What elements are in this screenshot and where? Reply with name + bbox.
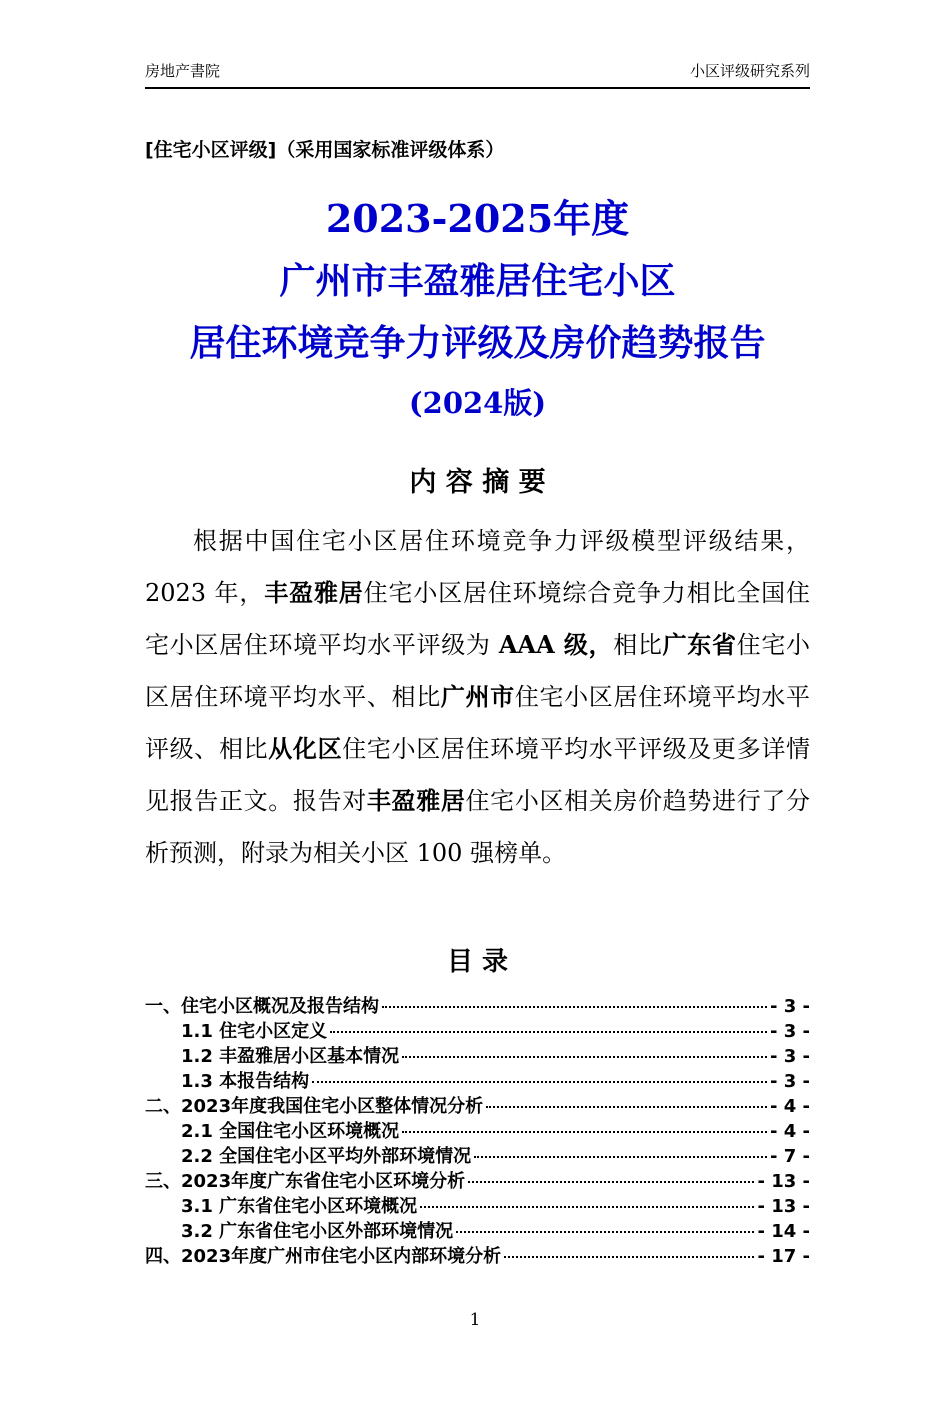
toc-dot-leader [456,1231,754,1233]
summary-segment-bold: 广州市 [440,682,515,711]
summary-segment-bold: AAA 级， [498,630,614,659]
toc-page-number: - 13 - [757,1171,810,1192]
summary-segment-bold: 从化区 [268,734,343,763]
page-number: 1 [469,1310,481,1330]
toc-row [145,1219,810,1244]
toc-row [145,1244,810,1269]
toc-label: 1.1 住宅小区定义 [181,1021,328,1042]
toc-dot-leader [504,1256,754,1258]
header-left-text: 房地产書院 [145,62,221,80]
toc-dot-leader [330,1031,767,1033]
header-right-text: 小区评级研究系列 [689,62,810,80]
summary-segment: 住宅小区相关房价趋势进行了分析预测，附录为相关小区 100 强榜单。 [145,787,811,867]
toc-label: 二、2023年度我国住宅小区整体情况分析 [145,1096,484,1117]
toc-dot-leader [312,1081,767,1083]
toc-row [145,1119,810,1144]
toc-page-number: - 4 - [770,1096,810,1117]
toc-label: 3.2 广东省住宅小区外部环境情况 [181,1221,454,1242]
toc-label: 四、2023年度广州市住宅小区内部环境分析 [145,1246,502,1267]
title-community-name: 广州市丰盈雅居住宅小区 [279,260,676,302]
toc-dot-leader [474,1156,767,1158]
summary-segment-bold: 广东省 [662,630,737,659]
toc-label: 三、2023年度广东省住宅小区环境分析 [145,1171,466,1192]
summary-segment: 根据中国住宅小区居住环境竞争力评级模型评级结果，2023 年， [145,527,810,607]
summary-heading: 内 容 摘 要 [409,467,546,498]
toc-label: 2.2 全国住宅小区平均外部环境情况 [181,1146,472,1167]
summary-segment: 住宅小区居住环境综合竞争力相比全国住宅小区居住环境平均水平评级为 [145,579,811,659]
toc-heading: 目 录 [446,947,509,977]
toc-dot-leader [402,1131,767,1133]
toc-row [145,1094,810,1119]
report-type-line: [住宅小区评级]（采用国家标准评级体系） [145,139,505,161]
toc-dot-leader [420,1206,754,1208]
toc-page-number: - 14 - [757,1221,810,1242]
document-page [0,60,950,1404]
toc-page-number: - 3 - [770,1071,810,1092]
summary-segment-bold: 丰盈雅居 [366,786,466,815]
summary-paragraph [145,515,810,879]
toc-row [145,1194,810,1219]
summary-segment: 住宅小区居住环境平均水平评级及更多详情见报告正文。报告对 [145,735,811,815]
toc-label: 3.1 广东省住宅小区环境概况 [181,1196,418,1217]
toc-page-number: - 7 - [770,1146,810,1167]
toc-dot-leader [486,1106,767,1108]
title-block [145,188,810,432]
toc-row [145,994,810,1019]
toc-page-number: - 3 - [770,1046,810,1067]
toc-row [145,1019,810,1044]
title-report-subject: 居住环境竞争力评级及房价趋势报告 [189,322,766,364]
toc-dot-leader [382,1006,767,1008]
toc-page-number: - 17 - [757,1246,810,1267]
summary-segment-bold: 丰盈雅居 [264,578,364,607]
toc-page-number: - 3 - [770,996,810,1017]
toc-label: 一、住宅小区概况及报告结构 [145,996,379,1017]
toc-page-number: - 13 - [757,1196,810,1217]
toc-row [145,1144,810,1169]
toc-list [145,994,810,1269]
toc-dot-leader [468,1181,754,1183]
toc-row [145,1069,810,1094]
summary-segment: 住宅小区居住环境平均水平评级、相比 [145,683,811,763]
toc-page-number: - 3 - [770,1021,810,1042]
page-header [145,60,810,89]
toc-label: 1.3 本报告结构 [181,1071,310,1092]
toc-label: 2.1 全国住宅小区环境概况 [181,1121,400,1142]
toc-row [145,1169,810,1194]
toc-page-number: - 4 - [770,1121,810,1142]
title-edition: (2024版) [408,386,547,420]
title-year-range: 2023-2025年度 [325,196,630,241]
summary-segment: 住宅小区居住环境平均水平、相比 [145,631,811,711]
toc-row [145,1044,810,1069]
summary-segment: 相比 [613,631,663,659]
toc-label: 1.2 丰盈雅居小区基本情况 [181,1046,400,1067]
toc-dot-leader [402,1056,767,1058]
